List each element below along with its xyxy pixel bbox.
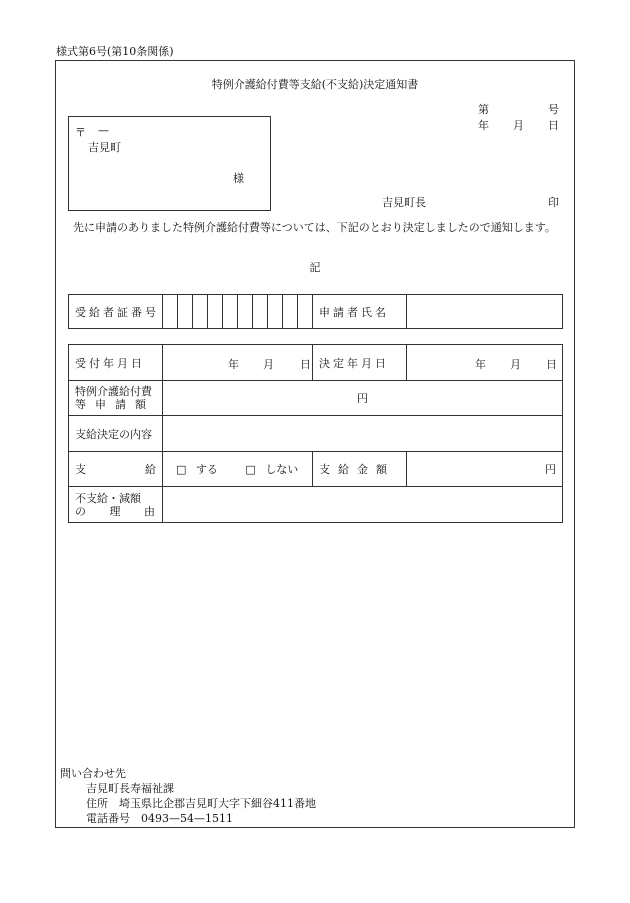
- address-town: 吉見町: [88, 141, 121, 154]
- receipt-date-nen: 年: [228, 358, 239, 371]
- reason-label-line1: 不支給・減額: [75, 491, 141, 505]
- digit-box[interactable]: [268, 295, 283, 329]
- postal-dash: —: [98, 124, 109, 137]
- payment-amount-field[interactable]: [407, 452, 563, 487]
- applicant-name-label: 申請者氏名: [313, 295, 407, 329]
- payment-options: [163, 452, 313, 487]
- decision-content-field[interactable]: [163, 416, 563, 452]
- issuer-seal: 印: [548, 196, 559, 209]
- request-amount-label-line1: 特例介護給付費: [75, 385, 152, 398]
- digit-box[interactable]: [178, 295, 193, 329]
- request-amount-label: [69, 381, 163, 416]
- doc-number-dai: 第: [478, 103, 489, 116]
- decision-table: [68, 344, 563, 523]
- reason-field[interactable]: [163, 487, 563, 523]
- digit-box[interactable]: [253, 295, 268, 329]
- request-amount-label-line2: 等申請額: [75, 398, 155, 411]
- date-hi: 日: [548, 119, 559, 132]
- digit-box[interactable]: [163, 295, 178, 329]
- digit-box[interactable]: [298, 295, 313, 329]
- receipt-date-hi: 日: [300, 358, 311, 371]
- checkbox-not[interactable]: □: [245, 463, 256, 476]
- digit-box[interactable]: [238, 295, 253, 329]
- option-not-label: しない: [265, 463, 299, 476]
- digit-box[interactable]: [193, 295, 208, 329]
- postal-mark: 〒: [75, 126, 86, 139]
- request-amount-field[interactable]: [163, 381, 563, 416]
- payment-amount-label: 支給金額: [313, 452, 407, 487]
- recipient-number-label: 受給者証番号: [69, 295, 163, 329]
- digit-box[interactable]: [223, 295, 238, 329]
- applicant-name-field[interactable]: [407, 295, 563, 329]
- contact-phone: 電話番号 0493—54—1511: [86, 812, 233, 825]
- payment-label-char2: 給: [145, 463, 156, 476]
- decision-date-nen: 年: [475, 358, 486, 371]
- contact-address: 住所 埼玉県比企郡吉見町大字下細谷411番地: [86, 797, 316, 810]
- ki-heading: 記: [309, 261, 321, 274]
- decision-date-tsuki: 月: [510, 358, 521, 371]
- receipt-date-tsuki: 月: [263, 358, 274, 371]
- decision-date-field[interactable]: [407, 345, 563, 381]
- address-honorific: 様: [233, 172, 244, 185]
- doc-number-go: 号: [548, 103, 559, 116]
- payment-label: [69, 452, 163, 487]
- date-tsuki: 月: [513, 119, 524, 132]
- decision-content-label: 支給決定の内容: [69, 416, 163, 452]
- notice-body-text: 先に申請のありました特例介護給付費等については、下記のとおり決定しましたので通知します。: [73, 221, 556, 234]
- decision-date-label: 決定年月日: [313, 345, 407, 381]
- payment-amount-yen: 円: [545, 463, 556, 476]
- request-amount-yen: 円: [357, 392, 368, 405]
- reason-label-char-no: の: [75, 504, 86, 518]
- date-nen: 年: [478, 119, 489, 132]
- form-number-label: 様式第6号(第10条関係): [56, 45, 174, 58]
- checkbox-do[interactable]: □: [176, 463, 187, 476]
- digit-box[interactable]: [283, 295, 298, 329]
- document-title: 特例介護給付費等支給(不支給)決定通知書: [211, 78, 419, 91]
- reason-label-char-yu: 由: [144, 504, 155, 518]
- digit-box[interactable]: [208, 295, 223, 329]
- reason-label: [69, 487, 163, 523]
- decision-date-hi: 日: [546, 358, 557, 371]
- reason-label-line2: [75, 505, 162, 518]
- payment-label-char1: 支: [75, 463, 86, 476]
- contact-heading: 問い合わせ先: [60, 767, 126, 780]
- reason-label-char-ri: 理: [109, 504, 121, 518]
- contact-dept: 吉見町長寿福祉課: [86, 782, 174, 795]
- receipt-date-field[interactable]: [163, 345, 313, 381]
- option-do-label: する: [195, 463, 218, 476]
- receipt-date-label: 受付年月日: [69, 345, 163, 381]
- recipient-table: [68, 294, 563, 329]
- issuer-name: 吉見町長: [382, 196, 426, 209]
